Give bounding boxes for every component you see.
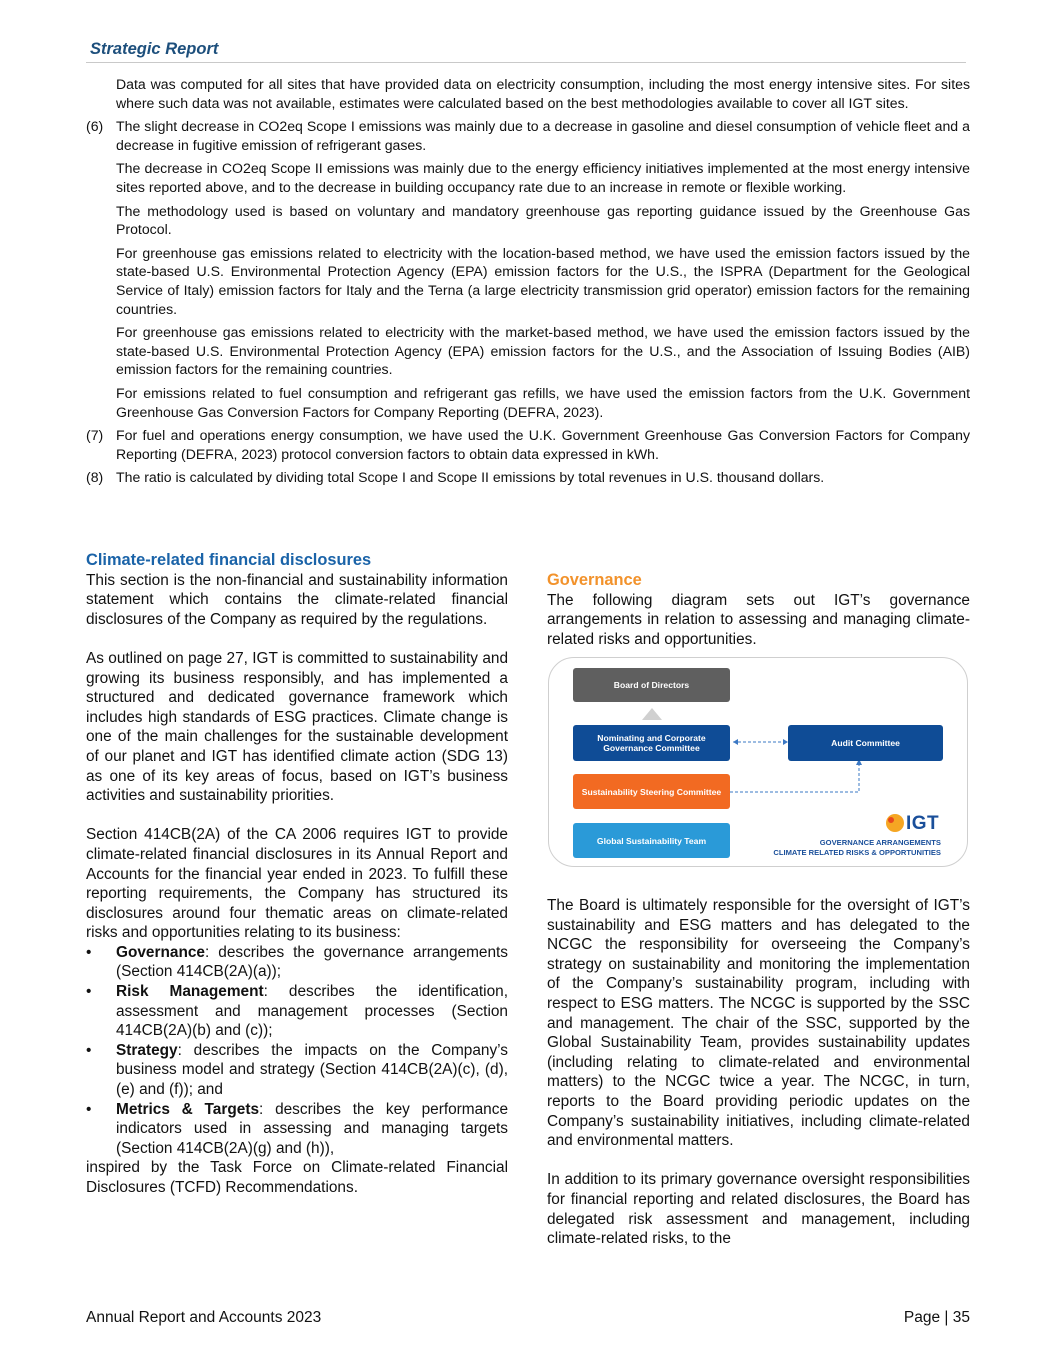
footnote-8	[86, 468, 970, 487]
list-item	[86, 1041, 508, 1100]
bullet-term: Governance	[116, 943, 205, 961]
list-item	[86, 1100, 508, 1159]
global-sustainability-team-box: Global Sustainability Team	[573, 823, 730, 858]
section-title-climate: Climate-related financial disclosures	[86, 551, 372, 569]
note-paragraph: For emissions related to fuel consumption and refrigerant gas refills, we have used the emission factors from the U.K. Government Greenhouse Gas Conversion Factors for Company Reporting (DEFRA, 2023).	[116, 384, 970, 420]
paragraph: The following diagram sets out IGT’s governance arrangements in relation to assessing and managing climate-related risks and opportunities.	[547, 591, 970, 648]
footer-report-title: Annual Report and Accounts 2023	[86, 1309, 322, 1326]
ncgc-box: Nominating and Corporate Governance Committee	[573, 725, 730, 761]
note-paragraph: For greenhouse gas emissions related to electricity with the location-based method, we have used the emission factors issued by the state-based U.S. Environmental Protection Agency (EPA) emission factors for the U.S., the ISPRA (Department for the Geological Service of Italy) emission factors for Italy and the Terna (a large electricity transmission grid operator) emission factors for the remaining countries.	[116, 244, 970, 317]
board-of-directors-box: Board of Directors	[573, 668, 730, 702]
bullet-text: : describes the identification, assessment and management processes (Section 414CB(2A)(b) and (c));	[116, 983, 508, 1040]
bullet-term: Risk Management	[116, 983, 264, 1001]
footer-page-number: Page | 35	[903, 1309, 970, 1326]
list-item	[86, 982, 508, 1041]
bullet: •	[86, 943, 92, 961]
bullet-text: : describes the governance arrangements (Section 414CB(2A)(a));	[116, 943, 508, 981]
footnote-6	[86, 117, 970, 421]
governance-diagram	[548, 657, 968, 867]
bullet-term: Strategy	[116, 1041, 178, 1059]
thematic-areas-list	[86, 943, 508, 1159]
paragraph: As outlined on page 27, IGT is committed to sustainability and growing its business responsibly, and has implemented a structured and dedicated governance framework which includes high standards of ESG practices. Climate change is one of the main challenges for the sustainable development of our planet and IGT has identified climate action (SDG 13) as one of its key areas of focus, based on IGT’s business activities and sustainability priorities.	[86, 649, 508, 805]
bullet-text: : describes the impacts on the Company’s business model and strategy (Section 414CB(2A)(c), (d), (e) and (f)); and	[116, 1041, 508, 1099]
bullet: •	[86, 1100, 92, 1118]
paragraph: inspired by the Task Force on Climate-related Financial Disclosures (TCFD) Recommendations.	[86, 1159, 508, 1196]
upward-arrow-icon	[642, 708, 662, 720]
note-paragraph: For greenhouse gas emissions related to electricity with the market-based method, we have used the emission factors issued by the state-based U.S. Environmental Protection Agency (EPA) emission factors for the U.S., and the Association of Issuing Bodies (AIB) emission factors for the remaining countries.	[116, 324, 970, 378]
igt-logo-text: IGT	[906, 813, 940, 834]
note-paragraph: The decrease in CO2eq Scope II emissions was mainly due to the energy efficiency initiatives implemented at the most energy intensive sites reported above, and to the decrease in building occupancy rate due to an increase in remote or flexible working.	[116, 160, 970, 195]
note-paragraph: Data was computed for all sites that have provided data on electricity consumption, including the most energy intensive sites. For sites where such data was not available, estimates were calculated based on the best methodologies available to cover all IGT sites.	[116, 76, 970, 111]
diagram-caption: GOVERNANCE ARRANGEMENTS CLIMATE RELATED RISKS & OPPORTUNITIES	[773, 838, 941, 857]
right-column-continued	[547, 896, 970, 1249]
right-column	[547, 571, 970, 649]
list-item	[86, 943, 508, 982]
paragraph: Section 414CB(2A) of the CA 2006 requires IGT to provide climate-related financial disclosures in its Annual Report and Accounts for the financial year ended in 2023. To fulfill these reporting requirements, the Company has structured its disclosures around four thematic areas on climate-related risks and opportunities relating to its business:	[86, 826, 508, 942]
bullet: •	[86, 1041, 92, 1059]
bullet-term: Metrics & Targets	[116, 1100, 260, 1118]
header-rule	[86, 62, 966, 63]
ssc-audit-link	[730, 762, 859, 792]
footnote-number: (6)	[86, 118, 104, 135]
footnote-number: (8)	[86, 469, 104, 486]
footnotes	[86, 75, 970, 492]
audit-committee-box: Audit Committee	[788, 725, 943, 761]
note-paragraph: The slight decrease in CO2eq Scope I emissions was mainly due to a decrease in gasoline and diesel consumption of vehicle fleet and a decrease in fugitive emission of refrigerant gases.	[116, 118, 970, 153]
ssc-box: Sustainability Steering Committee	[573, 774, 730, 809]
paragraph: This section is the non-financial and sustainability information statement which contains the climate-related financial disclosures of the Company as required by the regulations.	[86, 571, 508, 628]
paragraph: The Board is ultimately responsible for the oversight of IGT’s sustainability and ESG matters and has delegated to the NCGC the responsibility for overseeing the Company’s strategy on sustainability and monitoring the implementation of the Company’s sustainability program, including with respect to ESG matters. The NCGC is supported by the SSC and management. The chair of the SSC, supported by the Global Sustainability Team, provides sustainability updates (including relating to climate-related and environmental matters) to the NCGC twice a year. The NCGC, in turn, reports to the Board providing periodic updates on the Company’s sustainability initiatives, including climate-related and environmental matters.	[547, 897, 970, 1150]
footnote-5-continued	[86, 75, 970, 112]
footnote-7	[86, 426, 970, 463]
note-paragraph: For fuel and operations energy consumption, we have used the U.K. Government Greenhouse Gas Conversion Factors for Company Reporting (DEFRA, 2023) protocol conversion factors to obtain data expressed in kWh.	[116, 427, 970, 462]
footnote-number: (7)	[86, 427, 104, 444]
note-paragraph: The ratio is calculated by dividing total Scope I and Scope II emissions by total revenues in U.S. thousand dollars.	[116, 469, 825, 486]
igt-logo-icon	[886, 814, 904, 832]
section-title-governance: Governance	[547, 571, 642, 589]
bullet: •	[86, 983, 92, 1001]
left-column	[86, 551, 508, 1198]
bullet-text: : describes the key performance indicators used in assessing and managing targets (Section 414CB(2A)(g) and (h)),	[116, 1100, 508, 1157]
note-paragraph: The methodology used is based on voluntary and mandatory greenhouse gas reporting guidance issued by the Greenhouse Gas Protocol.	[116, 202, 970, 238]
paragraph: In addition to its primary governance oversight responsibilities for financial reporting and related disclosures, the Board has delegated risk assessment and management, including climate-related risks, to the	[547, 1171, 970, 1248]
page-header-title: Strategic Report	[90, 40, 219, 58]
arrowhead-left-icon	[733, 739, 738, 745]
